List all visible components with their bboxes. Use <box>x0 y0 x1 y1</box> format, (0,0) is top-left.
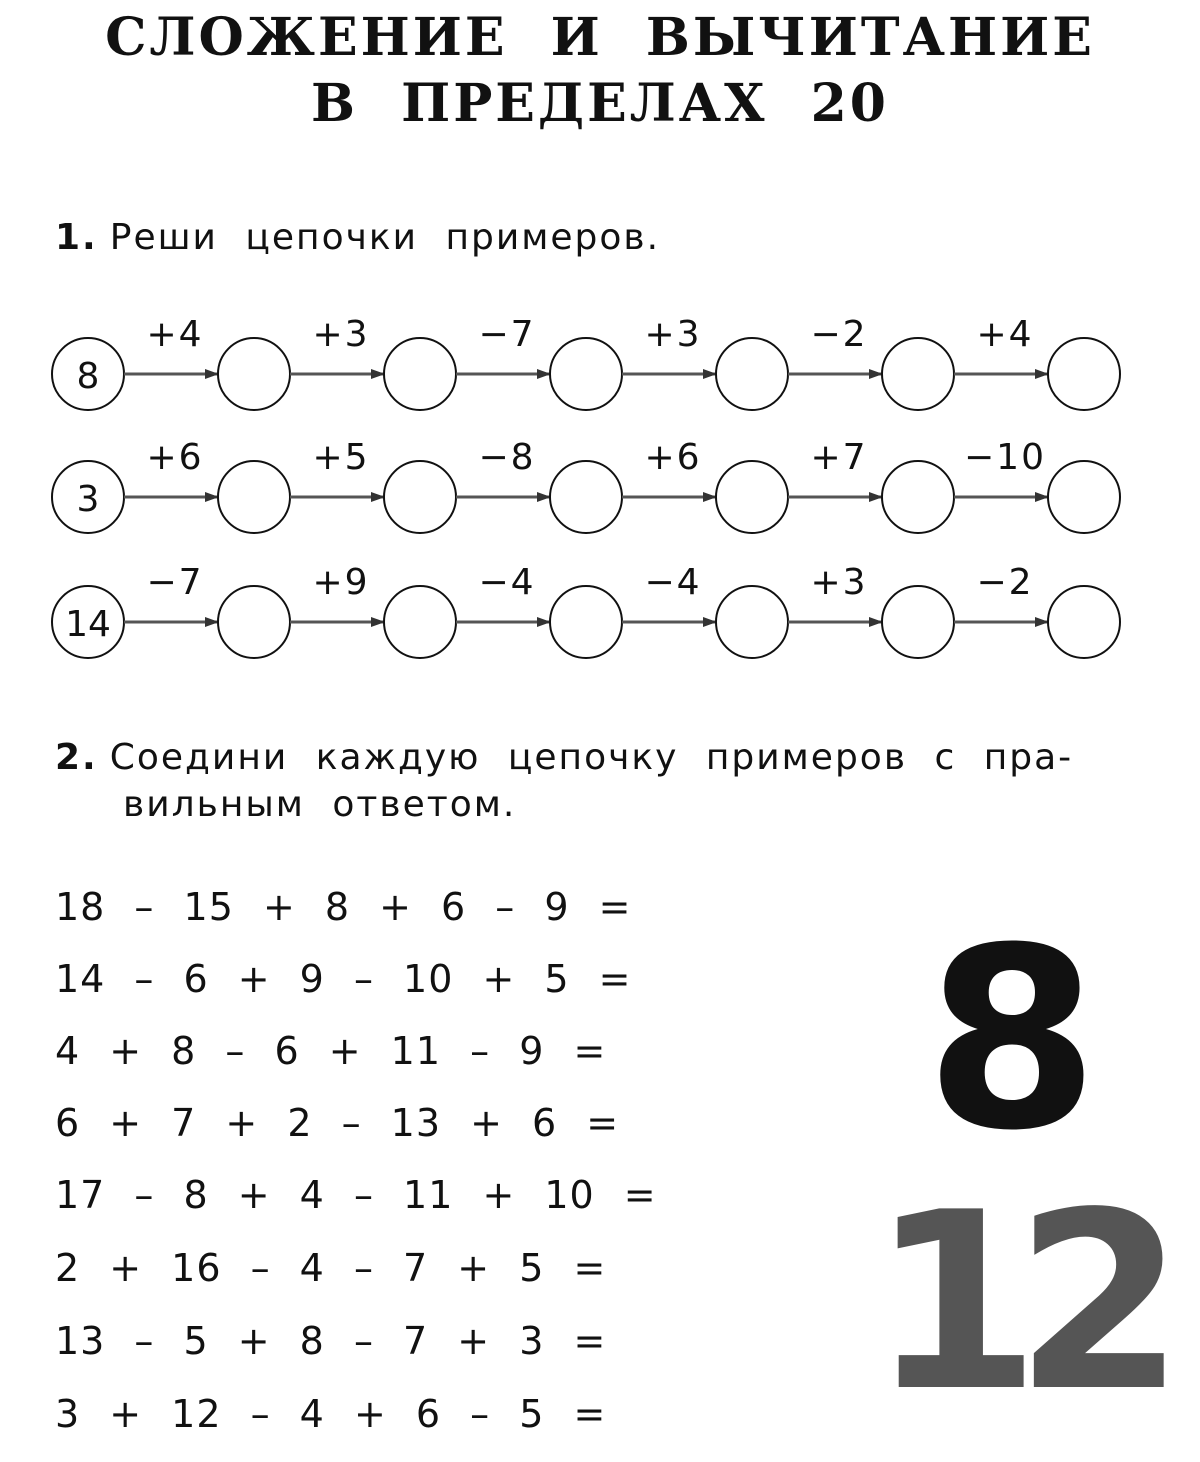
chain-1-answer-circle <box>716 338 788 410</box>
chain-3-start-value: 14 <box>65 604 111 645</box>
chain-1-operation-label: +3 <box>312 314 370 355</box>
expression-7: 13 – 5 + 8 – 7 + 3 = <box>55 1319 607 1363</box>
chain-1-operation-label: +4 <box>976 314 1034 355</box>
title-line-1: СЛОЖЕНИЕ И ВЫЧИТАНИЕ <box>105 7 1095 68</box>
task-1-number: 1. <box>55 217 98 258</box>
chain-3-answer-circle <box>218 586 290 658</box>
chain-3-answer-circle <box>550 586 622 658</box>
expression-5: 17 – 8 + 4 – 11 + 10 = <box>55 1173 657 1217</box>
chain-2-operation-label: −10 <box>964 437 1046 478</box>
chain-2-operation-label: +5 <box>312 437 370 478</box>
chain-3-answer-circle <box>1048 586 1120 658</box>
chain-1-answer-circle <box>384 338 456 410</box>
expression-4: 6 + 7 + 2 – 13 + 6 = <box>55 1101 620 1145</box>
task-2-text-line-1: Соедини каждую цепочку примеров с пра- <box>109 737 1074 778</box>
answer-12: 12 <box>870 1160 1159 1445</box>
chain-2-operation-label: +6 <box>644 437 702 478</box>
chain-1-start-value: 8 <box>76 356 100 397</box>
expression-2: 14 – 6 + 9 – 10 + 5 = <box>55 957 632 1001</box>
chain-1-answer-circle <box>550 338 622 410</box>
task-1-text: Реши цепочки примеров. <box>109 217 661 258</box>
expression-3: 4 + 8 – 6 + 11 – 9 = <box>55 1029 607 1073</box>
chains-diagram <box>0 0 1200 700</box>
chain-1-operation-label: +3 <box>644 314 702 355</box>
answer-8: 8 <box>925 894 1095 1185</box>
expression-6: 2 + 16 – 4 – 7 + 5 = <box>55 1246 607 1290</box>
chain-2-answer-circle <box>716 461 788 533</box>
chain-1-answer-circle <box>882 338 954 410</box>
chain-2-answer-circle <box>384 461 456 533</box>
chain-1-answer-circle <box>218 338 290 410</box>
task-2-number: 2. <box>55 737 98 778</box>
chain-2-answer-circle <box>218 461 290 533</box>
chain-3-operation-label: −4 <box>478 562 536 603</box>
chain-3-operation-label: +9 <box>312 562 370 603</box>
chain-3-answer-circle <box>716 586 788 658</box>
expression-1: 18 – 15 + 8 + 6 – 9 = <box>55 885 632 929</box>
chain-1-operation-label: −7 <box>478 314 536 355</box>
chain-2-answer-circle <box>882 461 954 533</box>
chain-2-answer-circle <box>1048 461 1120 533</box>
chain-2-operation-label: −8 <box>478 437 536 478</box>
chain-1-answer-circle <box>1048 338 1120 410</box>
chain-1-operation-label: +4 <box>146 314 204 355</box>
title-line-2: В ПРЕДЕЛАХ 20 <box>311 73 889 134</box>
chain-3-answer-circle <box>384 586 456 658</box>
chain-2-start-value: 3 <box>76 479 100 520</box>
chain-3-operation-label: +3 <box>810 562 868 603</box>
chain-3-operation-label: −7 <box>146 562 204 603</box>
chain-2-operation-label: +6 <box>146 437 204 478</box>
expression-8: 3 + 12 – 4 + 6 – 5 = <box>55 1392 607 1436</box>
chain-1-operation-label: −2 <box>810 314 868 355</box>
chain-3-operation-label: −4 <box>644 562 702 603</box>
task-2-heading <box>55 735 1073 829</box>
chain-2-operation-label: +7 <box>810 437 868 478</box>
chain-2-answer-circle <box>550 461 622 533</box>
chain-3-answer-circle <box>882 586 954 658</box>
chain-3-operation-label: −2 <box>976 562 1034 603</box>
task-2-text-line-2: вильным ответом. <box>123 783 517 825</box>
